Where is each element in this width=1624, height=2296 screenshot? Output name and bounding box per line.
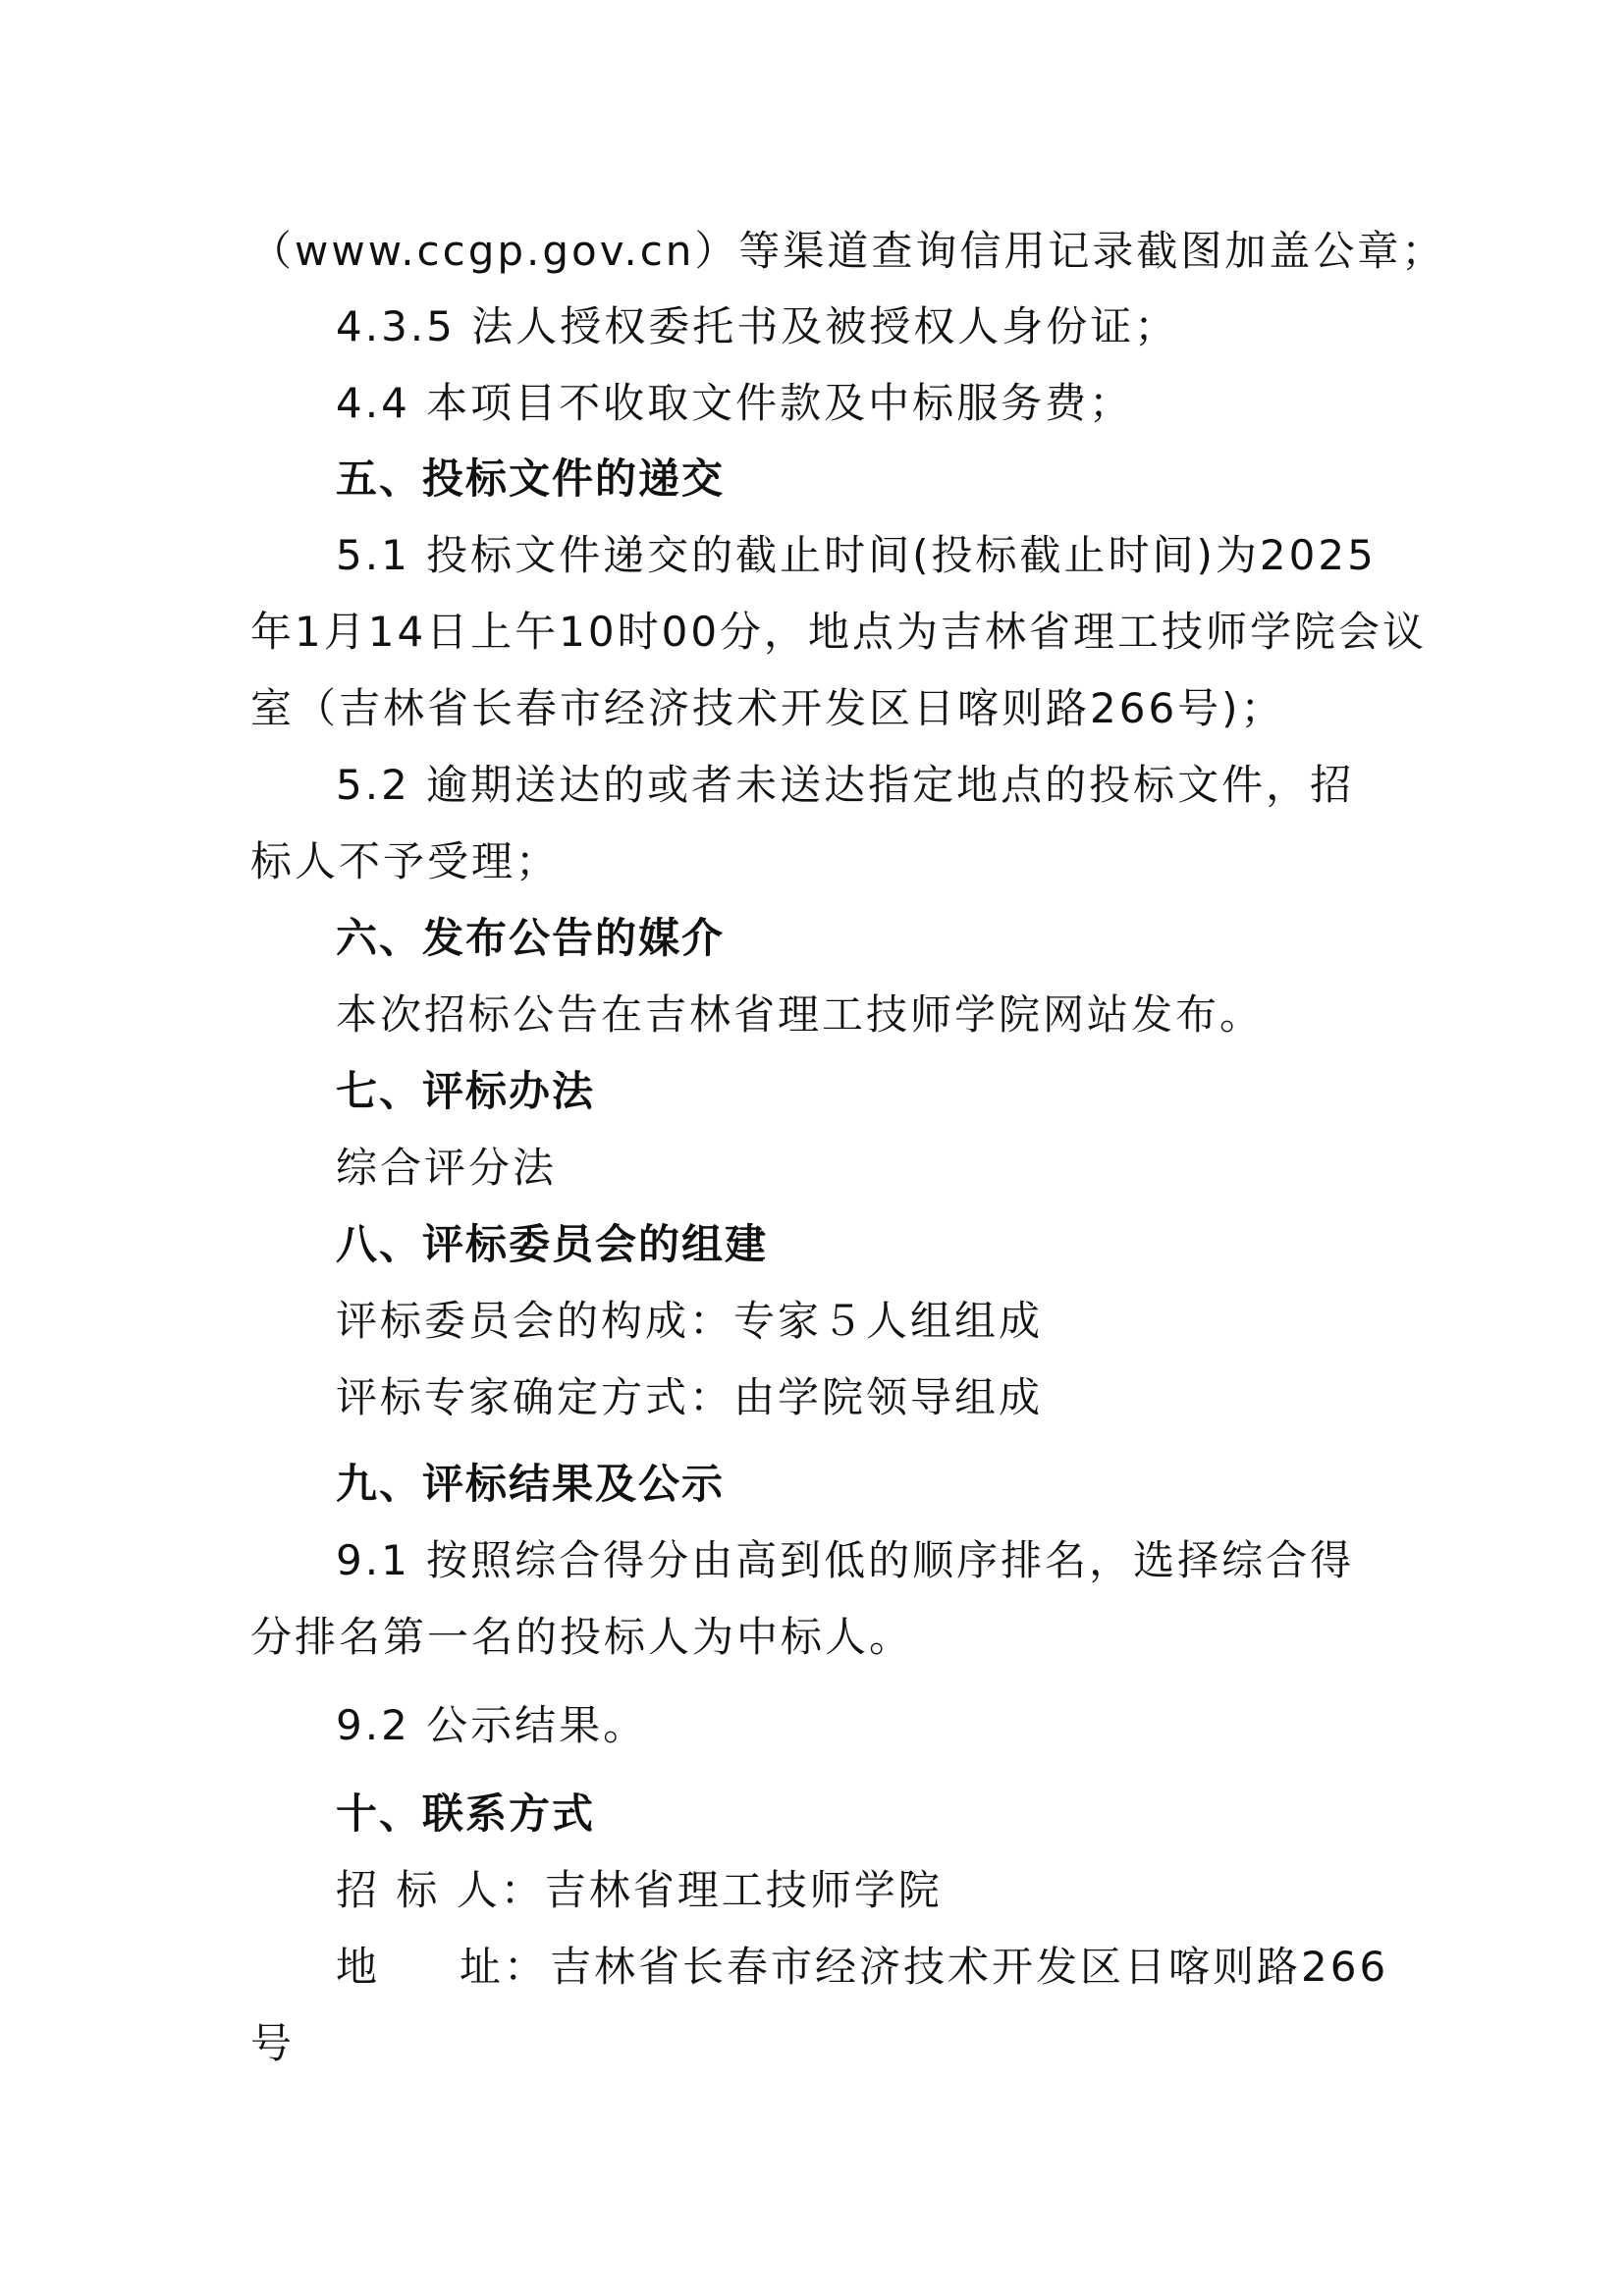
tenderer-value: 吉林省理工技师学院 <box>544 1866 943 1914</box>
section-heading-5: 五、投标文件的递交 <box>336 454 726 503</box>
clause-9-2: 9.2 公示结果。 <box>336 1701 648 1749</box>
clause-5-1-line-3: 室（吉林省长春市经济技术开发区日喀则路266号)； <box>250 684 1285 732</box>
clause-5-1-line-1: 5.1 投标文件递交的截止时间(投标截止时间)为2025 <box>336 531 1377 579</box>
contact-address <box>336 1938 1465 1997</box>
body-line: （www.ccgp.gov.cn）等渠道查询信用记录截图加盖公章； <box>250 227 1446 275</box>
section-7-text: 综合评分法 <box>336 1144 558 1192</box>
section-6-text: 本次招标公告在吉林省理工技师学院网站发布。 <box>336 990 1265 1039</box>
clause-5-2-line-2: 标人不予受理； <box>250 837 561 885</box>
clause-4-4: 4.4 本项目不收取文件款及中标服务费； <box>336 379 1134 427</box>
section-heading-6: 六、发布公告的媒介 <box>336 914 726 962</box>
section-heading-9: 九、评标结果及公示 <box>336 1460 726 1508</box>
address-continuation: 号 <box>250 2019 296 2067</box>
address-label-part-2: 址： <box>460 1943 549 1991</box>
clause-5-2-line-1: 5.2 逾期送达的或者未送达指定地点的投标文件，招 <box>336 761 1355 809</box>
expert-selection-method: 评标专家确定方式：由学院领导组成 <box>336 1373 1044 1421</box>
section-heading-10: 十、联系方式 <box>336 1789 596 1838</box>
section-heading-7: 七、评标办法 <box>336 1067 596 1115</box>
contact-tenderer <box>336 1861 1465 1920</box>
address-label <box>336 1938 550 1997</box>
address-label-part-1: 地 <box>336 1943 381 1991</box>
section-heading-8: 八、评标委员会的组建 <box>336 1220 769 1268</box>
clause-9-1-line-2: 分排名第一名的投标人为中标人。 <box>250 1613 914 1661</box>
address-value: 吉林省长春市经济技术开发区日喀则路266 <box>550 1943 1389 1991</box>
clause-5-1-line-2: 年1月14日上午10时00分，地点为吉林省理工技师学院会议 <box>250 608 1428 656</box>
tenderer-label: 招 标 人： <box>336 1866 545 1914</box>
committee-composition: 评标委员会的构成：专家５人组组成 <box>336 1297 1044 1345</box>
clause-9-1-line-1: 9.1 按照综合得分由高到低的顺序排名，选择综合得 <box>336 1536 1355 1584</box>
clause-4-3-5: 4.3.5 法人授权委托书及被授权人身份证； <box>336 302 1179 350</box>
